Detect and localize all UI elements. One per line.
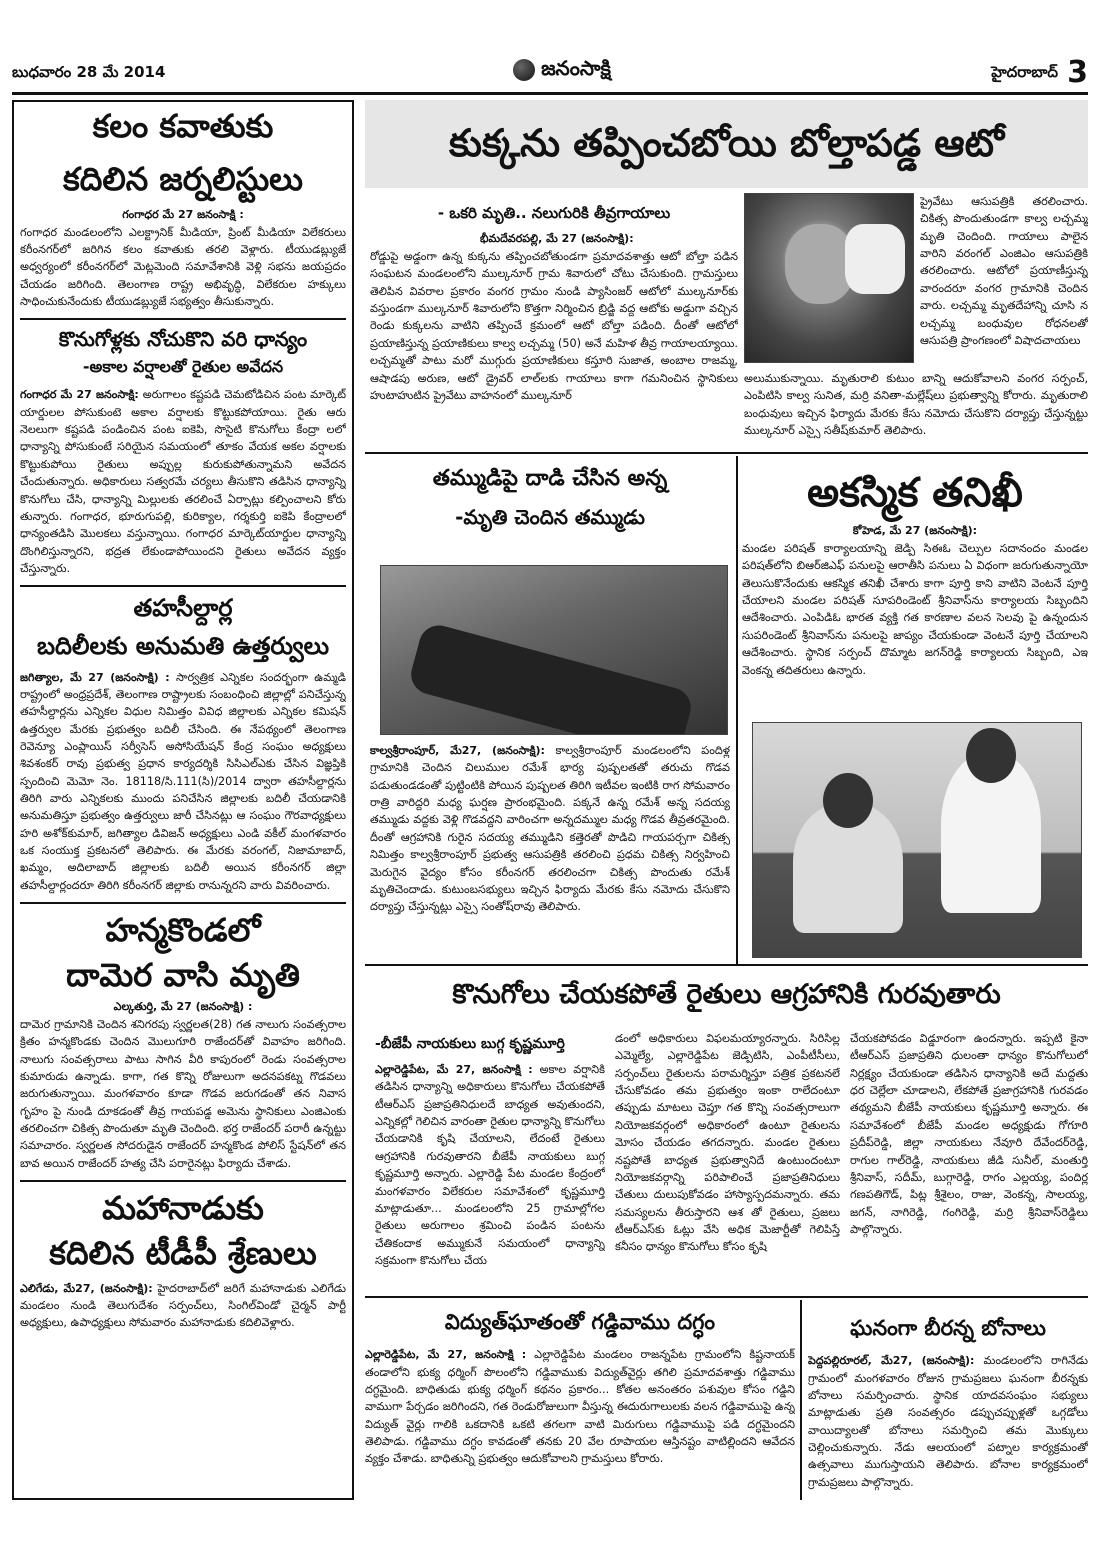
brother-attack-text: కాల్వశ్రీరాంపూర్ మండలంలోని పందిళ్ల గ్రామానికి చెందిన చిలుముల రమేశ్ భార్య పుష్పలతతో తరుచు గొడవ పడుతుండడంతో పుట్టింటికి పోయిన పుష్పలత తిరిగి ఇటీవల ఇంటికి రాగ సోమవారం రాత్రి వారిద్దరి మధ్య ఘర్షణ ప్రారంభమైంది. పక్కనే ఉన్న రమేశ్ అన్న సదయ్య తమ్ముడు వద్దకు వెళ్లి గొడవద్దని వారించగా అన్నదమ్ముల మధ్య గొడవ తీవ్రతరమైంది. దీంతో ఆగ్రహానికి గురైన సదయ్య తమ్ముడిని కత్తెరతో పొడిచి గాయపర్చగా చికిత్స నిమిత్తం కాల్వశ్రీరాంపూర్ ప్రభుత్వ ఆసుపత్రికి తరలించి ప్రధమ చికిత్స నిర్వహించి మెరుగైన వైద్యం కోసం కరీంనగర్ తరలించగా చికిత్స పొందుతు రమేశ్ మృతిచెందాడు. కుటుంబసభ్యులు ఇచ్చిన ఫిర్యాదు మేరకు కేసు నమోదు చేసుకొని దర్యాప్తు చేస్తున్నట్లు ఎస్సై సంతోష్‌రావు తెలిపారు. (370, 744, 730, 914)
photo-bandage (845, 224, 905, 294)
divider (20, 902, 346, 904)
paddy-text: అరుగాలం కష్టపడి చెమటోడిచిన పంట మార్కెట్ యార్డులల పోసుకుంటె అకాల వర్షాలకు కొట్టుకపోయాయి. రైతు ఆరు నెలలుగా కష్టపడి పండించిన పంట ఐకెపి, సొసైటి కొనుగోలు కేంద్రా లలో ధాన్యాన్ని పోసుకుంటే సరియైన సమయంలో తూకం వేయక అకల వర్షాలకు కొట్టుకుపోయి రైతులు అప్పుల్ల కురుకుపోతున్నామని అవేదన చేందుతున్నారు. అధికారులు సత్వరమే చర్యలు తీసుకొని తడిసిన ధాన్యాన్ని కొనుగోలు చేసి, ధాన్యాన్ని మిల్లులకు తరలించే ఏర్పాట్లు కల్పించాలని కోరు తున్నారు. గంగాధర, భూరుగుపల్లి, కురిక్యాల, గర్శకుర్తి ఐకెపి కేంద్రాలలో ధాన్యంతడిసి మొలకలు వస్తున్నాయి. గంగాధర మార్కెట్‌యార్డుల ధాన్యాన్ని దొంగిలిస్తున్నారని, భద్రత లేకుండాపోయిందని రైతులు అవేదన వ్యక్తం చేస్తున్నారు. (20, 388, 346, 575)
paddy-dateline: గంగాధర మే 27 జనంసాక్షి: (20, 388, 139, 402)
mahanadu-body (20, 1280, 346, 1332)
journalists-headline-2: కదిలిన జర్నలిస్టులు (63, 159, 303, 198)
farmers-body-2: డంలో అధికారులు విఫలమయ్యారన్నారు. సిరిసిల్ల ఎమ్మెల్యే, ఎల్లారెడ్డిపేట జెడ్పిటిసి, ఎంపీటీసీలు, సర్పంచ్‌లు రైతులను పరామర్శిస్తూ పత్రిక ప్రకటనలే చేసుకోవడం తమ ప్రభుత్వం ఇంకా రాలేదంటూ తప్పుడు మాటలు చెప్తూ గత కొన్ని సంవత్సరాలుగా నియోజకవర్గంలో అధికారంలో ఉంటూ రైతులను మోసం చేయడం తగదన్నారు. మండల రైతులు నష్టపోతే బాధ్యత ప్రభుత్వానిదే ఉంటుందంటూ నియోజకవర్గాన్ని పరిపాలించే ప్రజాప్రతినిధులు చేతులు దులుపుకోవడం హాస్యాస్పదమన్నారు. తమ సమస్యలను తీరుస్తారని ఆశ తో రైతులు, ప్రజలు టీఆర్‌ఎస్‌కు ఓట్లు వేసి అధిక మెజార్టీతో గెలిపిస్తే కనీసం ధాన్యం కొనుగోలు కోసం కృషి (615, 1032, 840, 1254)
farmers-column-1 (375, 1030, 605, 1292)
inspection-article (742, 460, 1088, 730)
brother-attack-photo (380, 565, 728, 735)
lead-body-3: అలుముకున్నాయి. మృతురాలి కుటుం బాన్ని ఆదుకోవాలని వంగర సర్పంచ్, ఎంపిటిసి కాల్వ సునిత, మర్రి వనితా-మల్లేష్‌లు ప్రభుత్వాన్ని కోరారు. మృతురాలి బంధువులు ఇచ్చిన ఫిర్యాదు మేరకు కేసు నమోదు చేసుకొని దర్యాప్తు చేస్తున్నట్టు ముల్కనూర్ ఎస్సై సతీష్‌కుమార్ తెలిపారు. (744, 372, 1088, 438)
divider (365, 964, 1088, 966)
brother-attack-subheadline: -మృతి చెందిన తమ్ముడు (455, 505, 645, 530)
mahanadu-headline-1: మహానాడుకు (102, 1189, 264, 1228)
farmers-column-2 (615, 1030, 840, 1292)
lead-column-2 (920, 193, 1088, 368)
farmers-headline-row (365, 970, 1088, 1020)
paper-name: జనంసాక్షి (541, 55, 611, 80)
masthead (12, 55, 1088, 95)
photo-subject (407, 621, 696, 735)
tahsildar-text: సార్వత్రిక ఎన్నికల సందర్భంగా ఉమ్మడి రాష్ట్రంలో అంధ్రప్రదేశ్, తెలంగాణ రాష్ట్రాలకు సంబంధించి జిల్లాల్లో పనిచేస్తున్న తహసీల్దార్లను ఎన్నికల విధుల నిమిత్తం వివిధ జిల్లాలకు ఎన్నికల కమిషన్ ఉత్తర్వుల మేరకు ప్రభుత్వం బదిలీ చేసింది. ఈ నేపథ్యంలో తెలంగాణ రెవెన్యూ ఎంప్లాయిస్ సర్వీసెస్ అసోసియేషన్ కేంద్ర సంఘం అధ్యక్షులు శివశంకర్ రావు ప్రభుత్వ ప్రధాన కార్యదర్శికి సిసిఎల్ఎకు చేసిన విజ్ఞప్తికి స్పందించి మెమో నెం. 18118/సి.111(సి)/2014 ద్వారా తహసీల్దార్లను తిరిగి వారు ఎన్నికలకు ముందు పనిచేసిన జిల్లాలకు బదిలీ చేయడానికి అనుమతిస్తూ ప్రభుత్వం ఉత్తర్వులు జారీ చేసినట్లు ఆ సంఘం గౌరవాధ్యక్షులు హరి అశోక్‌కుమార్, జగిత్యాల డివిజన్ అధ్యక్షులు ఎండి వకీల్ మంగళవారం ఒక సంయుక్త ప్రకటనలో తెలిపారు. ఈ మేరకు వరంగల్, నిజామాబాద్, ఖమ్మం, అదిలాబాద్ జిల్లాలకు బదిలీ అయిన కరీంనగర్ జిల్లా తహసీల్దార్లందరూ తిరిగి కరీంనగర్ జిల్లాకు రానున్నరని వారు వివరించారు. (20, 670, 346, 892)
brother-attack-text-block (370, 742, 730, 962)
tahsildar-dateline: జగిత్యాల, మే 27 (జనంసాక్షి) : (20, 670, 170, 684)
divider (20, 1180, 346, 1182)
photo-person-head (823, 773, 873, 828)
hanmakonda-body: దామెర గ్రామానికి చెందిన శనిగరపు స్వర్ణలత(28) గత నాలుగు సంవత్సరాల క్రితం హన్మకొండకు చెందిన మొలుగూరి రాజేందర్‌తో వివాహం జరిగింది. నాలుగు సంవత్సరాలు పాటు సాగిన వీరి కాపురంలో రెండు సంవత్సరాల కుమారుడు ఉన్నాడు. కాగా, గత కొన్ని రోజులుగా అదనపకట్న గొడవలు జరుగుతున్నాయి. మంగళవారం కూడా గొడవ జరుగడంతో తన నివాస గృహం పై నుండి దూకడంతో తీవ్ర గాయపడ్డ అమెను స్థానికులు ఎంజిఎంకు తరలించగా చికిత్స పొందుతూ మృతి చెందింది. భర్త రాజేందర్ పరారీ ఉన్నట్టు సమాచారం. స్వర్ణలత సోదరుడైన రాజేందర్ హన్మకొండ పోలిస్ స్టేషన్‌లో తన బావ అయిన రాజేందర్ హత్య చేసి పరారైనట్లు ఫిర్యాదు చేశాడు. (20, 1017, 346, 1170)
divider (20, 318, 346, 320)
tahsildar-body (20, 669, 346, 895)
mahanadu-dateline: ఎలిగేడు, మే27, (జనంసాక్షి): (20, 1281, 153, 1295)
fodder-fire-headline: విద్యుత్‌ఘాతంతో గడ్డివాము దగ్ధం (444, 1310, 716, 1334)
paper-logo (482, 55, 642, 85)
farmers-subheadline: -బీజేపీ నాయకులు బుగ్గ కృష్ణమూర్తి (375, 1036, 565, 1052)
farmers-body-3: చేయకపోవడం విడ్డూరంగా ఉందన్నారు. ఇప్పటి కైనా టీఆర్‌ఎస్ ప్రజాప్రతిని ధులంతా ధాన్యం కొనుగోలులో నిర్లక్ష్యం చేయకుండా తడిసిన ధాన్యానికి అదే మద్దతు ధర చెల్లేలా చూడాలని, లేకపోతే ప్రజాగ్రహానికి గురవడం తథ్యమని బీజేపీ నాయకులు కృష్ణమూర్తి అన్నారు. ఈ సమావేశంలో బీజేపీ మండల అధ్యక్షుడు గోగూరి ప్రదీప్‌రెడ్డి, జిల్లా నాయకులు నేవూరి దేవేందర్‌రెడ్డి, రాగుల గాల్‌రెడ్డి, నాయకులు జీడి సునీల్, మంతుర్తి శ్రీనివాస్, సదీమ్, బుగ్గారెడ్డి, రాగం ఎల్లయ్య, పందిర్ల గణపతిగౌడ్, పిట్ల శ్రీశైలం, రాజు, వెంకన్న, సాలయ్య, జగన్, నాగిరెడ్డి, గంగిరెడ్డి, మర్రి శ్రీనివాస్‌రెడ్డిలు పాల్గొన్నారు. (850, 1032, 1088, 1236)
bonalu-dateline: పెద్దపల్లిరూరల్, మే27, (జనంసాక్షి): (808, 1354, 975, 1368)
journalists-body: గంగాధర మండలంలోని ఎలక్ట్రానిక్ మీడియా, ప్రింట్ మీడియా విలేకరులు కరీంనగర్‌లో జరిగిన కలం కవాతుకు తరలి వెళ్లారు. టీయుడబ్ల్యుజే అధ్వర్యంలో కరీంనగర్‌లో మెట్లమెంది సమావేశానికి వెళ్లి సభను జయప్రదం చేయడం జరిగింది. తెలంగాణ రాష్ట్ర అభివృద్ధి, విలేకరుల హక్కులు సాధించుకునేందుకు టీయుడబ్ల్యుజే సభ్యత్వం తీసుకున్నారు. (20, 225, 346, 309)
lead-dateline: భీమదేవరపల్లి, మే 27 (జనంసాక్షి): (480, 232, 634, 245)
lead-headline: కుక్కను తప్పించబోయి బోల్తాపడ్డ ఆటో (448, 121, 1005, 166)
fodder-fire-text: ఎల్లారెడ్డిపేట మండలం రాజన్నపేట గ్రామంలోని కిష్టనాయక్ తండాలోని భుక్య ధర్మింగ్ పొలంలోని గడ్డివాముకు విద్యుత్‌వైర్లు తగిలి ప్రమాదవశాత్తు గడ్డివాము దగ్ధమైంది. బాధితుడు భుక్య ధర్మింగ్ కథనం ప్రకారం... కోతల అనంతరం పశువుల కోసం గడ్డిని వాముగా పేర్చడం జరిగిందని, గత రెండురోజులుగా వీస్తున్న ఈదురుగాలులకు వలన గడ్డివాముపై ఉన్న విద్యుత్ వైర్లు గాలికి ఒకదానికి ఒకటి తగలగా వాటి మిరుగులు గడ్డివాముపై పడి దగ్ధమైందని తెలిపాడు. గడ్డివాము దగ్ధం కావడంతో తనకు 20 వేల రూపాయల ఆస్తినష్టం వాటిల్లిందని ఆవేదన వ్యక్తం చేశాడు. బాధితున్ని ప్రభుత్వం ఆదుకోవాలని గ్రామస్తులు కోరారు. (365, 1348, 795, 1466)
fodder-fire-article (365, 1302, 795, 1502)
bonalu-headline: ఘనంగా బీరన్న బోనాలు (850, 1316, 1046, 1340)
header-rule (12, 92, 1088, 95)
inspection-body: మండల పరిషత్ కార్యాలయాన్ని జెడ్పి సిఈఓ చెల్పుల సదానందం మండల పరిషత్‌లోని బిఆర్‌జిఎఫ్ పనులపై ఆరాతీసి పనులు ఏ విధంగా జరుగుతున్నాయో తెలుసుకొనేందుకు ఆకస్మిక తనిఖీ చేశారు కాగా పూర్తి కాని వాటిని వెంటనే పూర్తి చేయాలని మండల పరిషత్ సూపరిండెంట్ శ్రీనివాస్‌ను కార్యాలయ సిబ్బందిని ఆదేశించారు. ఎంపిడిఓ భారత వ్యక్తి గత కారణాల వలన సెలవు పై ఉన్నందున సుపరిండెంట్ శ్రీనివాస్‌ను పనులపై జాప్యం చేయకుండా వెంటనే పూర్తి చేయాలని ఆదేశించారు. స్థానిక సర్పంచ్ దొమ్మాట జగన్‌రెడ్డి కార్యాలయ సిబ్బంది, ఎఇ వెంకన్న తదితరులు ఉన్నారు. (742, 542, 1088, 677)
farmers-body-1 (375, 1061, 605, 1269)
divider (365, 452, 1088, 454)
lead-column-1 (370, 198, 738, 448)
lead-subheadline: - ఒకరి మృతి.. నలుగురికి తీవ్రగాయాలు (437, 204, 671, 222)
inspection-headline: అకస్మిక తనిఖీ (807, 470, 1023, 516)
paddy-body (20, 386, 346, 577)
divider (20, 585, 346, 587)
bonalu-article (808, 1302, 1088, 1502)
hanmakonda-dateline: ఎల్కతుర్తి, మే 27 (జనంసాక్షి) : (113, 999, 253, 1013)
lead-photo-injured-woman (744, 193, 914, 363)
bonalu-text: మండలంలోని రాగినేడు గ్రామంలో మంగళవారం రోజున గ్రామప్రజలు ఘనంగా బీరన్నకు బోనాలు సమర్పించారు. స్థానిక యాదవసంఘం సభ్యులు మాట్లాడుతు ప్రతి సంవత్సరం డప్పుచప్పుళ్లతో ఒగ్గడోలు వాయిద్యాలతో బోనాలు సమర్పించి తమ మొక్కులు చెల్లించుకున్నారు. నేడు ఆలయంలో పట్నాల కార్యక్రమంతో ఉత్సవాలు ముగుస్తాయని తెలిపారు. బోనాల కార్యక్రమంలో గ్రామప్రజలు పాల్గొన్నారు. (808, 1354, 1088, 1489)
logo-emblem-icon (513, 59, 535, 81)
farmers-text-1: అకాల వర్షానికి తడిసిన ధాన్యాన్ని అధికారులు కొనుగోలు చేయకపోతే టీఆర్‌ఎస్ ప్రజాప్రతినిధులదే బాధ్యత అవుతుందని, ఎన్నికల్లో గెలిచిన వారంతా రైతుల ధాన్యాన్ని కొనుగోలు చేయడానికి కృషి చేయాలని, లేదంటే రైతులు ఆగ్రహానికి గురవుతారని బీజేపీ నాయకులు బుగ్గ కృష్ణమూర్తి అన్నారు. ఎల్లారెడ్డి పేట మండల కేంద్రంలో మంగళవారం విలేకరుల సమావేశంలో కృష్ణమూర్తి మాట్లాడుతూ... మండలంలోని 25 గ్రామాల్లోగల రైతులు అరుగాలం శ్రమించి పండిన పంటను చేతికందాక అమ్ముకునే సమయంలో ధాన్యాన్ని సక్రమంగా కొనుగోలు చేయ (375, 1063, 605, 1267)
paddy-headline: కొనుగోళ్లకు నోచుకొని వరి ధాన్యం (58, 327, 308, 352)
page-number: 3 (1067, 55, 1088, 90)
lead-column-3 (744, 370, 1088, 448)
tahsildar-headline-1: తహసీల్దార్ల (133, 594, 233, 623)
edition-city: హైదరాబాద్ (991, 63, 1058, 81)
farmers-headline: కొనుగోలు చేయకపోతే రైతులు ఆగ్రహానికి గురవుతారు (452, 979, 1001, 1011)
inspection-photo (752, 722, 1082, 958)
brother-attack-body (370, 742, 730, 916)
brother-attack-headline: తమ్ముడిపై దాడి చేసిన అన్న (432, 466, 668, 491)
issue-date: బుధవారం 28 మే 2014 (12, 63, 166, 81)
lead-body-1: రోడ్డుపై అడ్డంగా ఉన్న కుక్కను తప్పించబోతుండగా ప్రమాదవశాత్తు ఆటో బోల్తా పడిన సంఘటన మండలంలోని ముల్కనూర్ గ్రామ శివారులో చోటు చేసుకుంది. గ్రామస్తులు తెలిపిన వివరాల ప్రకారం వంగర గ్రామం నుండి ప్యాసింజర్ ఆటోలో ముల్కనూర్‌కు వస్తుండగా ముల్కనూర్ శివారులోని కొత్తగా నిర్మించిన బ్రిడ్జి వద్ద ఆటోకు అడ్డుగా వచ్చిన రెండు కుక్కలను వాటిని తప్పించే క్రమంలో ఆటో బోల్తా పడింది. దీంతో ఆటోలో ప్రయాణిస్తున్న ప్రయాణికులు కాల్వ లచ్చమ్మ (50) అనే మహిళ తీవ్ర గాయాలయ్యాయి. లచ్చమ్మతో పాటు మరో ముగ్గురు ప్రయాణికులు కస్తూరి సుజాత, అంబాల రాజమ్మ, ఆషాడపు అరుణ, ఆటో డ్రైవర్ లాల్‌లకు గాయాలు కాగా గమనించిన స్థానికులు హుటాహుటిన ప్రైవేటు వాహనంలో ముల్కనూర్ (370, 250, 738, 402)
journalists-dateline: గంగాధర మే 27 జనంసాక్షి : (122, 207, 244, 221)
inspection-dateline: కోహెడ, మే 27 (జనంసాక్షి): (852, 524, 978, 537)
brother-attack-dateline: కాల్వశ్రీరాంపూర్, మే27, (జనంసాక్షి): (370, 744, 545, 757)
bonalu-body (808, 1352, 1088, 1491)
photo-person-head (966, 728, 1016, 783)
hanmakonda-headline-1: హన్మకొండలో (105, 911, 261, 950)
paddy-subheadline: -అకాల వర్షాలతో రైతుల అవేదన (82, 357, 284, 377)
tahsildar-headline-2: బదిలీలకు అనుమతి ఉత్తర్వులు (36, 631, 329, 660)
farmers-column-3 (850, 1030, 1088, 1292)
column-divider (736, 456, 738, 964)
farmers-dateline: ఎల్లారెడ్డిపేట, మే 27, జనంసాక్షి : (375, 1063, 533, 1076)
fodder-fire-dateline: ఎల్లారెడ్డిపేట, మే 27, జనంసాక్షి : (365, 1348, 527, 1362)
left-column (20, 108, 346, 1492)
fodder-fire-body (365, 1346, 795, 1468)
mahanadu-text: హైదరాబాద్‌లో జరిగే మహానాడుకు ఎలిగేడు మండలం నుండి తెలుగుదేశం సర్పంచ్‌లు, సింగిల్‌విండో చైర్మన్ పార్టీ అధ్యక్షులు, ఉపాధ్యక్షులు సోమవారం మహానాడుకు కదిలివెళ్లారు. (20, 1281, 346, 1330)
lead-headline-band (365, 100, 1088, 188)
column-divider (800, 1300, 802, 1500)
mahanadu-headline-2: కదిలిన టీడీపీ శ్రేణులు (49, 1233, 317, 1272)
lead-body-2: ప్రైవేటు ఆసుపత్రికి తరలించారు. చికిత్స పొందుతుండగా కాల్వ లచ్చమ్మ మృతి చెందింది. గాయాలు పాలైన వారిని వరంగల్ ఎంజిఎం ఆసుపత్రికి తరలించారు. ఆటోలో ప్రయాణీస్తున్న వారందరూ వంగర గ్రామానికి చెందిన వారు. లచ్చమ్మ మృతదేహాన్ని చూసి న లచ్చమ్మ బంధువుల రోధనలతో ఆసుపత్రి ప్రాంగణంలో విషాదచాయలు (920, 195, 1088, 347)
journalists-headline-1: కలం కవాతుకు (92, 108, 274, 145)
hanmakonda-headline-2: దామెర వాసి మృతి (66, 956, 300, 994)
divider (365, 1296, 1088, 1298)
